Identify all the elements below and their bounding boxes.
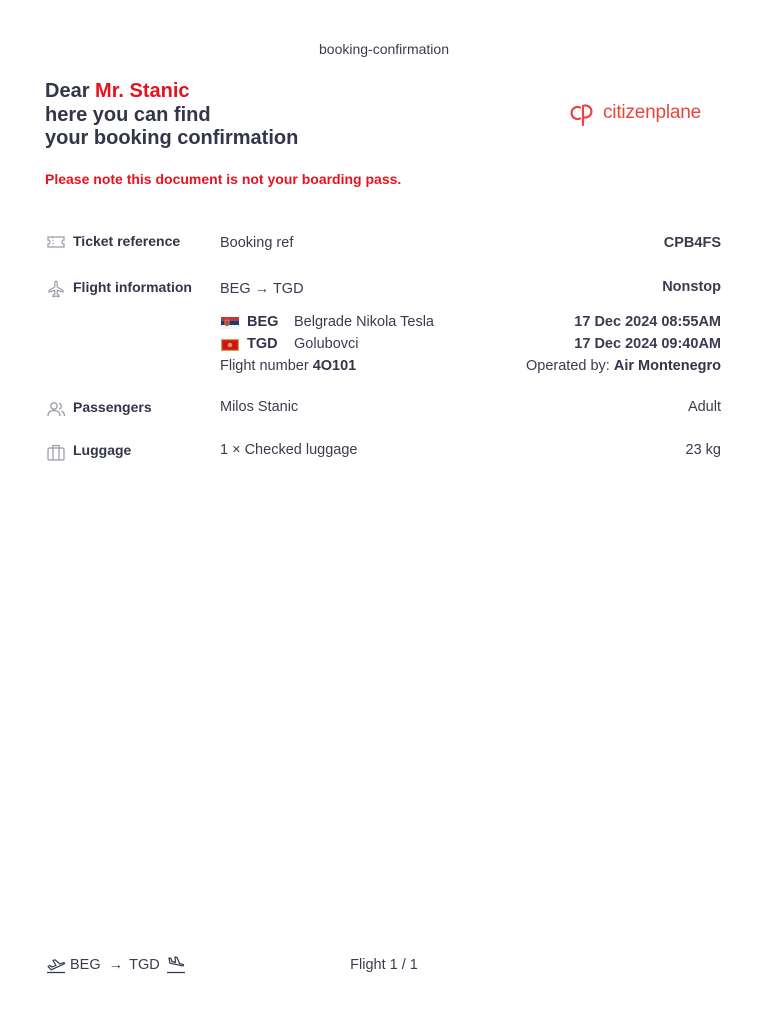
departure-code: BEG <box>247 314 279 330</box>
serbia-flag-icon <box>221 317 239 329</box>
plane-icon <box>46 280 66 298</box>
flight-page-indicator: Flight 1 / 1 <box>350 957 418 973</box>
booking-ref-value: CPB4FS <box>663 235 721 251</box>
departure-airport: Belgrade Nikola Tesla <box>294 314 434 330</box>
operator-name: Air Montenegro <box>613 358 721 374</box>
operated-by-label: Operated by: <box>526 358 610 374</box>
montenegro-flag-icon <box>221 339 239 351</box>
passenger-title-name: Mr. Stanic <box>95 80 190 102</box>
greeting-dear: Dear <box>45 80 90 102</box>
ticket-reference-label: Ticket reference <box>73 233 181 249</box>
booking-ref-label: Booking ref <box>220 235 294 251</box>
footer-origin: BEG <box>70 957 101 973</box>
flight-number-value: 4O101 <box>312 358 357 374</box>
luggage-weight: 23 kg <box>685 442 721 458</box>
luggage-icon <box>46 443 66 461</box>
document-title: booking-confirmation <box>319 41 449 57</box>
passenger-name: Milos Stanic <box>220 399 299 415</box>
arrival-airport: Golubovci <box>294 336 359 352</box>
route-arrow-icon: → <box>254 281 270 297</box>
citizenplane-logo-icon <box>566 98 600 128</box>
footer-arrow-icon: → <box>108 957 124 973</box>
arrival-code: TGD <box>247 336 278 352</box>
flight-number-label: Flight number <box>220 358 309 374</box>
passenger-type: Adult <box>687 399 721 415</box>
logo-text: citizenplane <box>603 102 701 123</box>
citizenplane-logo <box>566 98 701 128</box>
route-destination: TGD <box>272 281 304 297</box>
arrival-datetime: 17 Dec 2024 09:40AM <box>574 336 721 352</box>
route-origin: BEG <box>220 281 251 297</box>
stops-value: Nonstop <box>662 279 721 295</box>
operated-by <box>526 358 721 374</box>
route-summary <box>220 281 304 297</box>
flight-information-label: Flight information <box>73 279 192 295</box>
luggage-description: 1 × Checked luggage <box>220 442 358 458</box>
greeting-line-2: here you can find <box>45 103 211 126</box>
flight-number <box>220 358 356 374</box>
departure-datetime: 17 Dec 2024 08:55AM <box>574 314 721 330</box>
boarding-pass-notice: Please note this document is not your boarding pass. <box>45 171 402 187</box>
greeting-line-3: your booking confirmation <box>45 127 299 149</box>
footer-destination: TGD <box>129 957 160 973</box>
luggage-label: Luggage <box>73 442 132 458</box>
passengers-label: Passengers <box>73 399 152 415</box>
passengers-icon <box>46 400 66 418</box>
greeting-heading <box>45 80 298 151</box>
ticket-icon <box>46 233 66 251</box>
